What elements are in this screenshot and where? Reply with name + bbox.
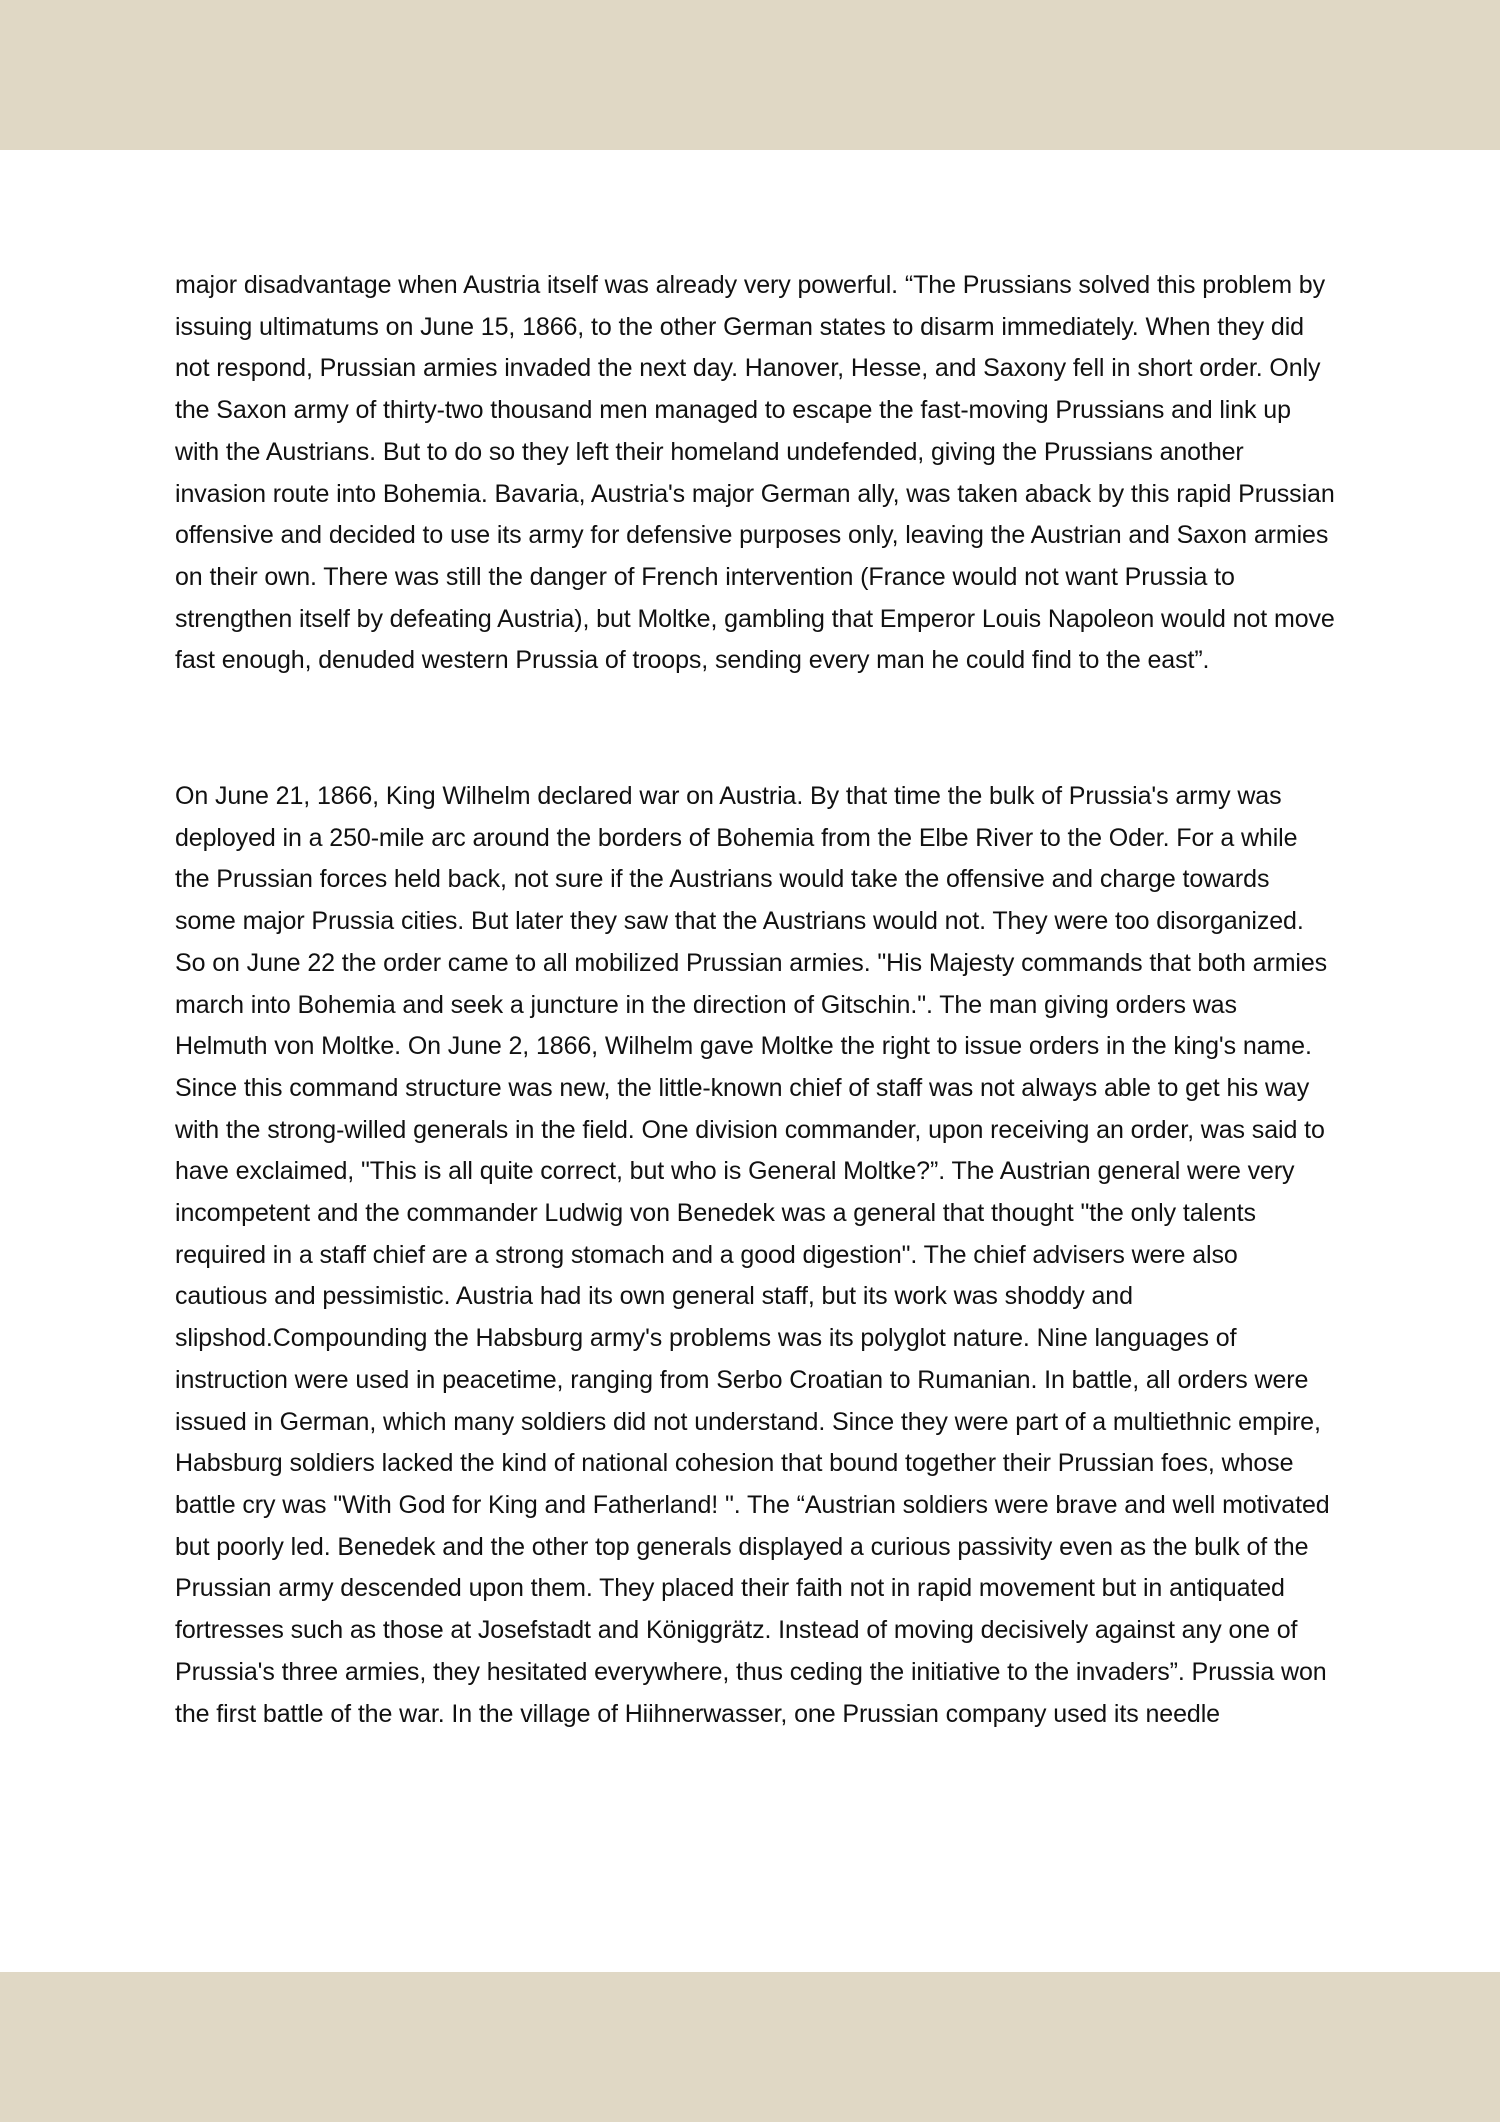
- paragraph: On June 21, 1866, King Wilhelm declared war on Austria. By that time the bulk of Prussia's army was deployed in a 250-mile arc around the borders of Bohemia from the Elbe River to the Oder. For a while the Prussian forces held back, not sure if the Austrians would take the offensive and charge towards some major Prussia cities. But later they saw that the Austrians would not. They were too disorganized. So on June 22 the order came to all mobilized Prussian armies. "His Majesty commands that both armies march into Bohemia and seek a juncture in the direction of Gitschin.". The man giving orders was Helmuth von Moltke. On June 2, 1866, Wilhelm gave Moltke the right to issue orders in the king's name. Since this command structure was new, the little-known chief of staff was not always able to get his way with the strong-willed generals in the field. One division commander, upon receiving an order, was said to have exclaimed, "This is all quite correct, but who is General Moltke?”. The Austrian general were very incompetent and the commander Ludwig von Benedek was a general that thought "the only talents required in a staff chief are a strong stomach and a good digestion". The chief advisers were also cautious and pessimistic. Austria had its own general staff, but its work was shoddy and slipshod.Compounding the Habsburg army's problems was its polyglot nature. Nine languages of instruction were used in peacetime, ranging from Serbo Croatian to Rumanian. In battle, all orders were issued in German, which many soldiers did not understand. Since they were part of a multiethnic empire, Habsburg soldiers lacked the kind of national cohesion that bound together their Prussian foes, whose battle cry was "With God for King and Fatherland! ". The “Austrian soldiers were brave and well motivated but poorly led. Benedek and the other top generals displayed a curious passivity even as the bulk of the Prussian army descended upon them. They placed their faith not in rapid movement but in antiquated fortresses such as those at Josefstadt and Königgrätz. Instead of moving decisively against any one of Prussia's three armies, they hesitated everywhere, thus ceding the initiative to the invaders”. Prussia won the first battle of the war. In the village of Hiihnerwasser, one Prussian company used its needle: [175, 782, 1330, 1728]
- paragraph: major disadvantage when Austria itself was already very powerful. “The Prussians solved this problem by issuing ultimatums on June 15, 1866, to the other German states to disarm immediately. When they did not respond, Prussian armies invaded the next day. Hanover, Hesse, and Saxony fell in short order. Only the Saxon army of thirty-two thousand men managed to escape the fast-moving Prussians and link up with the Austrians. But to do so they left their homeland undefended, giving the Prussians another invasion route into Bohemia. Bavaria, Austria's major German ally, was taken aback by this rapid Prussian offensive and decided to use its army for defensive purposes only, leaving the Austrian and Saxon armies on their own. There was still the danger of French intervention (France would not want Prussia to strengthen itself by defeating Austria), but Moltke, gambling that Emperor Louis Napoleon would not move fast enough, denuded western Prussia of troops, sending every man he could find to the east”.: [175, 271, 1335, 675]
- footer-band: [0, 1972, 1500, 2122]
- document-body: [175, 265, 1335, 1735]
- header-band: [0, 0, 1500, 150]
